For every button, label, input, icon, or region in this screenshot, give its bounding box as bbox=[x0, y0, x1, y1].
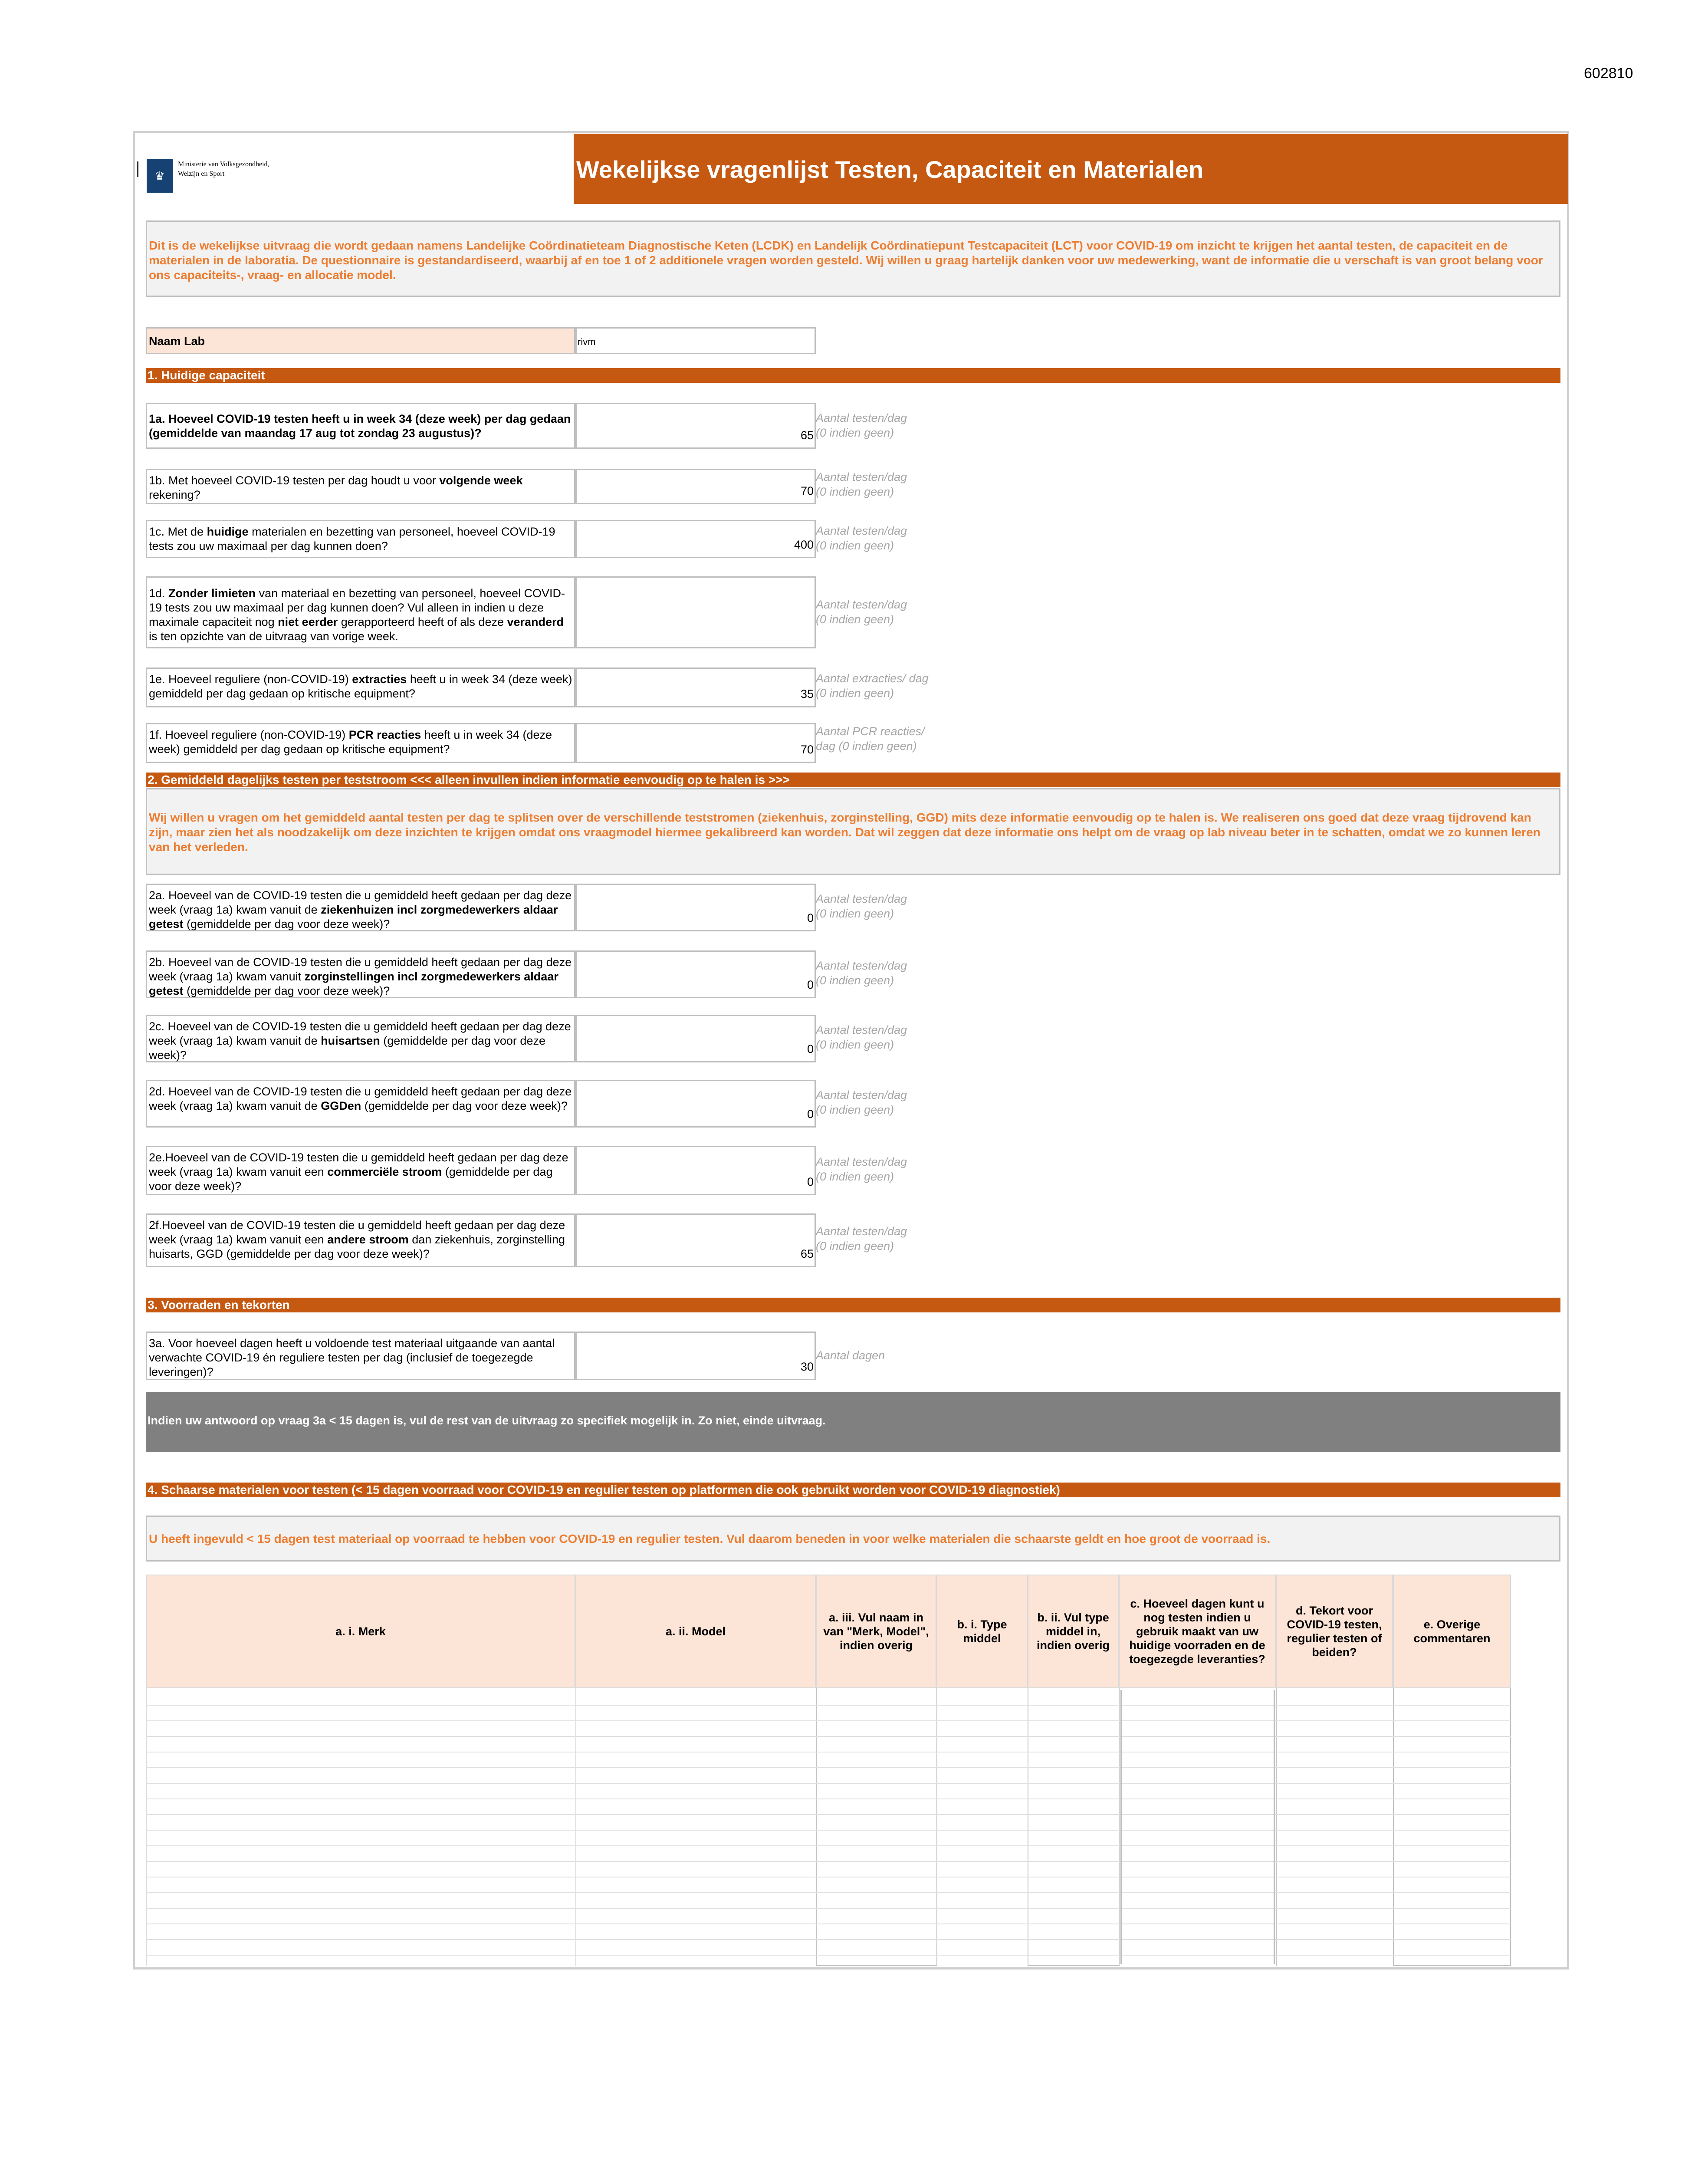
hint-2c bbox=[816, 1023, 907, 1052]
grid-vline bbox=[936, 1688, 937, 1966]
answer-1b-value: 70 bbox=[800, 484, 814, 497]
hint-2e-line2: (0 indien geen) bbox=[816, 1170, 894, 1183]
answer-2a-value: 0 bbox=[807, 911, 814, 924]
section-2-header: 2. Gemiddeld dagelijks testen per teststroom <<< alleen invullen indien informatie eenvoudig op te halen is >>> bbox=[146, 773, 1560, 787]
hint-1d-line1: Aantal testen/dag bbox=[816, 598, 907, 611]
grid-row-line bbox=[146, 1830, 1511, 1831]
page-title: Wekelijkse vragenlijst Testen, Capaciteit en Materialen bbox=[576, 156, 1204, 183]
hint-1b-line2: (0 indien geen) bbox=[816, 485, 894, 498]
section-3-header: 3. Voorraden en tekorten bbox=[146, 1298, 1560, 1312]
materials-table-body[interactable] bbox=[146, 1688, 1511, 1966]
table-bottom-edge bbox=[1028, 1958, 1119, 1966]
grid-row-line bbox=[146, 1955, 1511, 1956]
intro-box bbox=[146, 220, 1560, 297]
grid-row-line bbox=[146, 1908, 1511, 1909]
hint-2e-line1: Aantal testen/dag bbox=[816, 1155, 907, 1168]
grid-row-line bbox=[146, 1767, 1511, 1768]
grid-row-line bbox=[146, 1783, 1511, 1784]
answer-1f-input[interactable] bbox=[575, 723, 816, 763]
question-3a: 3a. Voor hoeveel dagen heeft u voldoende test materiaal uitgaande van aantal verwachte COVID-19 én reguliere testen per dag (inclusief de toegezegde leveringen)? bbox=[146, 1332, 575, 1380]
cell-cursor bbox=[137, 161, 138, 177]
days-input-column[interactable] bbox=[1120, 1690, 1275, 1964]
grid-row-line bbox=[146, 1798, 1511, 1799]
grid-row-line bbox=[146, 1814, 1511, 1815]
grid-vline bbox=[1510, 1688, 1511, 1966]
grid-vline bbox=[1119, 1688, 1120, 1966]
section-4-intro-box bbox=[146, 1516, 1560, 1562]
hint-1a-line1: Aantal testen/dag bbox=[816, 411, 907, 424]
answer-2e-value: 0 bbox=[807, 1175, 814, 1188]
answer-2d-value: 0 bbox=[807, 1108, 814, 1121]
question-1d: 1d. Zonder limieten van materiaal en bezetting van personeel, hoeveel COVID-19 tests zou uw maximaal per dag kunnen doen? Vul alleen in indien u deze maximale capaciteit nog niet eerder gerapporteerd heeft of als deze veranderd is ten opzichte van de uitvraag van vorige week. bbox=[146, 576, 575, 648]
government-crest-logo: ♛ bbox=[147, 159, 173, 193]
answer-1c-input[interactable] bbox=[575, 520, 816, 558]
hint-2f bbox=[816, 1224, 907, 1253]
hint-1e bbox=[816, 671, 929, 700]
grid-row-line bbox=[146, 1939, 1511, 1940]
question-1e: 1e. Hoeveel reguliere (non-COVID-19) extracties heeft u in week 34 (deze week) gemiddeld per dag gedaan op kritische equipment? bbox=[146, 667, 575, 707]
hint-2a-line2: (0 indien geen) bbox=[816, 907, 894, 920]
answer-2b-input[interactable] bbox=[575, 950, 816, 998]
grid-row-line bbox=[146, 1720, 1511, 1721]
hint-1f bbox=[816, 724, 925, 753]
answer-2b-value: 0 bbox=[807, 978, 814, 991]
col-header-comments: e. Overige commentaren bbox=[1393, 1575, 1511, 1688]
grid-row-line bbox=[146, 1923, 1511, 1924]
grid-row-line bbox=[146, 1892, 1511, 1893]
ministry-name bbox=[178, 160, 269, 179]
hint-1c-line2: (0 indien geen) bbox=[816, 539, 894, 552]
hint-1d-line2: (0 indien geen) bbox=[816, 613, 894, 626]
hint-1b-line1: Aantal testen/dag bbox=[816, 470, 907, 483]
hint-1c bbox=[816, 523, 907, 553]
answer-2c-value: 0 bbox=[807, 1042, 814, 1055]
hint-1c-line1: Aantal testen/dag bbox=[816, 524, 907, 537]
lab-name-label: Naam Lab bbox=[146, 327, 575, 354]
question-2f: 2f.Hoeveel van de COVID-19 testen die u gemiddeld heeft gedaan per dag deze week (vraag 1a) kwam vanuit een andere stroom dan ziekenhuis, zorginstelling huisarts, GGD (gemiddelde per dag voor deze week)? bbox=[146, 1213, 575, 1267]
question-2e: 2e.Hoeveel van de COVID-19 testen die u gemiddeld heeft gedaan per dag deze week (vraag 1a) kwam vanuit een commerciële stroom (gemiddelde per dag voor deze week)? bbox=[146, 1146, 575, 1195]
hint-2c-line2: (0 indien geen) bbox=[816, 1038, 894, 1051]
hint-3a: Aantal dagen bbox=[816, 1349, 885, 1362]
hint-1f-line2: dag (0 indien geen) bbox=[816, 740, 917, 753]
hint-1a bbox=[816, 411, 907, 440]
question-2a: 2a. Hoeveel van de COVID-19 testen die u gemiddeld heeft gedaan per dag deze week (vraag 1a) kwam vanuit de ziekenhuizen incl zorgmedewerkers aldaar getest (gemiddelde per dag voor deze week)? bbox=[146, 884, 575, 931]
hint-1e-line1: Aantal extracties/ dag bbox=[816, 672, 929, 685]
notice-banner: Indien uw antwoord op vraag 3a < 15 dagen is, vul de rest van de uitvraag zo specifiek mogelijk in. Zo niet, einde uitvraag. bbox=[146, 1392, 1560, 1452]
col-header-type: b. i. Type middel bbox=[936, 1575, 1028, 1688]
table-bottom-edge bbox=[1394, 1958, 1510, 1966]
hint-1f-line1: Aantal PCR reacties/ bbox=[816, 725, 925, 738]
ministry-name-line1: Ministerie van Volksgezondheid, bbox=[178, 161, 269, 168]
question-1a: 1a. Hoeveel COVID-19 testen heeft u in week 34 (deze week) per dag gedaan (gemiddelde van maandag 17 aug tot zondag 23 augustus)? bbox=[146, 403, 575, 449]
hint-2e bbox=[816, 1154, 907, 1184]
hint-2b bbox=[816, 958, 907, 988]
answer-1e-value: 35 bbox=[800, 687, 814, 700]
hint-2b-line1: Aantal testen/dag bbox=[816, 959, 907, 972]
answer-1a-value: 65 bbox=[800, 429, 814, 442]
col-header-brand: a. i. Merk bbox=[146, 1575, 575, 1688]
grid-row-line bbox=[146, 1736, 1511, 1737]
hint-1b bbox=[816, 470, 907, 499]
grid-row-line bbox=[146, 1705, 1511, 1706]
grid-row-line bbox=[146, 1845, 1511, 1846]
answer-1d-input[interactable] bbox=[575, 576, 816, 648]
hint-2f-line2: (0 indien geen) bbox=[816, 1240, 894, 1253]
question-2c: 2c. Hoeveel van de COVID-19 testen die u gemiddeld heeft gedaan per dag deze week (vraag 1a) kwam vanuit de huisartsen (gemiddelde per dag voor deze week)? bbox=[146, 1015, 575, 1062]
question-1c: 1c. Met de huidige materialen en bezetting van personeel, hoeveel COVID-19 tests zou uw maximaal per dag kunnen doen? bbox=[146, 520, 575, 558]
grid-vline bbox=[1393, 1688, 1394, 1966]
answer-2d-input[interactable] bbox=[575, 1080, 816, 1128]
answer-2e-input[interactable] bbox=[575, 1146, 816, 1195]
grid-row-line bbox=[146, 1861, 1511, 1862]
col-header-model: a. ii. Model bbox=[575, 1575, 816, 1688]
answer-2c-input[interactable] bbox=[575, 1015, 816, 1062]
answer-3a-value: 30 bbox=[800, 1360, 814, 1373]
grid-vline bbox=[816, 1688, 817, 1966]
answer-2f-value: 65 bbox=[800, 1247, 814, 1260]
answer-1b-input[interactable] bbox=[575, 469, 816, 504]
question-1b: 1b. Met hoeveel COVID-19 testen per dag houdt u voor volgende week rekening? bbox=[146, 469, 575, 504]
hint-2d-line1: Aantal testen/dag bbox=[816, 1088, 907, 1101]
col-header-shortage: d. Tekort voor COVID-19 testen, regulier testen of beiden? bbox=[1276, 1575, 1393, 1688]
answer-1e-input[interactable] bbox=[575, 667, 816, 707]
ministry-name-line2: Welzijn en Sport bbox=[178, 170, 225, 178]
hint-1d bbox=[816, 597, 907, 627]
section-2-intro-text: Wij willen u vragen om het gemiddeld aantal testen per dag te splitsen over de verschillende teststromen (ziekenhuis, zorginstelling, GGD) mits deze informatie eenvoudig op te halen is. We realiseren ons goed dat deze vraag tijdrovend kan zijn, maar zien het als noodzakelijk om deze inzichten te krijgen omdat ons vraagmodel hiermee gekalibreerd kan worden. Dat wil zeggen dat deze informatie ons helpt om de vraag op lab niveau beter in te schatten, omdat we zo kunnen leren van het verleden. bbox=[149, 811, 1540, 854]
grid-vline bbox=[146, 1688, 147, 1966]
section-2-intro-box bbox=[146, 788, 1560, 875]
col-header-type-other: b. ii. Vul type middel in, indien overig bbox=[1028, 1575, 1119, 1688]
answer-3a-input[interactable] bbox=[575, 1332, 816, 1380]
hint-1e-line2: (0 indien geen) bbox=[816, 687, 894, 700]
hint-2c-line1: Aantal testen/dag bbox=[816, 1023, 907, 1036]
hint-2a bbox=[816, 891, 907, 921]
answer-1a-input[interactable] bbox=[575, 403, 816, 449]
question-2d: 2d. Hoeveel van de COVID-19 testen die u gemiddeld heeft gedaan per dag deze week (vraag 1a) kwam vanuit de GGDen (gemiddelde per dag voor deze week)? bbox=[146, 1080, 575, 1128]
grid-vline bbox=[1276, 1688, 1277, 1966]
page-number: 602810 bbox=[1584, 65, 1633, 82]
hint-2d-line2: (0 indien geen) bbox=[816, 1103, 894, 1116]
question-2b: 2b. Hoeveel van de COVID-19 testen die u gemiddeld heeft gedaan per dag deze week (vraag 1a) kwam vanuit zorginstellingen incl zorgmedewerkers aldaar getest (gemiddelde per dag voor deze week)? bbox=[146, 950, 575, 998]
intro-text: Dit is de wekelijkse uitvraag die wordt gedaan namens Landelijke Coördinatieteam Diagnostische Keten (LCDK) en Landelijk Coördinatiepunt Testcapaciteit (LCT) voor COVID-19 om inzicht te krijgen het aantal testen, de capaciteit en de materialen in de laboratia. De questionnaire is gestandardiseerd, waarbij af en toe 1 of 2 additionele vragen worden gesteld. Wij willen u graag hartelijk danken voor uw medewerking, want de informatie die u verschaft is van groot belang voor ons capaciteits-, vraag- en allocatie model. bbox=[149, 239, 1543, 282]
hint-2b-line2: (0 indien geen) bbox=[816, 974, 894, 987]
hint-2d bbox=[816, 1088, 907, 1117]
grid-vline bbox=[575, 1688, 576, 1966]
title-bar bbox=[574, 134, 1568, 204]
hint-1a-line2: (0 indien geen) bbox=[816, 426, 894, 439]
col-header-days-remaining: c. Hoeveel dagen kunt u nog testen indien u gebruik maakt van uw huidige voorraden en de toegezegde leveranties? bbox=[1119, 1575, 1276, 1688]
answer-1f-value: 70 bbox=[800, 743, 814, 756]
hint-2f-line1: Aantal testen/dag bbox=[816, 1225, 907, 1238]
hint-2a-line1: Aantal testen/dag bbox=[816, 892, 907, 905]
answer-2a-input[interactable] bbox=[575, 884, 816, 931]
lab-name-input[interactable]: rivm bbox=[575, 327, 816, 354]
answer-1c-value: 400 bbox=[794, 538, 814, 551]
answer-2f-input[interactable] bbox=[575, 1213, 816, 1267]
section-1-header: 1. Huidige capaciteit bbox=[146, 368, 1560, 383]
col-header-brand-model-other: a. iii. Vul naam in van "Merk, Model", indien overig bbox=[816, 1575, 936, 1688]
question-1f: 1f. Hoeveel reguliere (non-COVID-19) PCR reacties heeft u in week 34 (deze week) gemiddeld per dag gedaan op kritische equipment? bbox=[146, 723, 575, 763]
section-4-intro-text: U heeft ingevuld < 15 dagen test materiaal op voorraad te hebben voor COVID-19 en regulier testen. Vul daarom beneden in voor welke materialen die schaarste geldt en hoe groot de voorraad is. bbox=[149, 1532, 1271, 1545]
section-4-header: 4. Schaarse materialen voor testen (< 15 dagen voorraad voor COVID-19 en regulier testen op platformen die ook gebruikt worden voor COVID-19 diagnostiek) bbox=[146, 1483, 1560, 1497]
table-bottom-edge bbox=[817, 1958, 936, 1966]
